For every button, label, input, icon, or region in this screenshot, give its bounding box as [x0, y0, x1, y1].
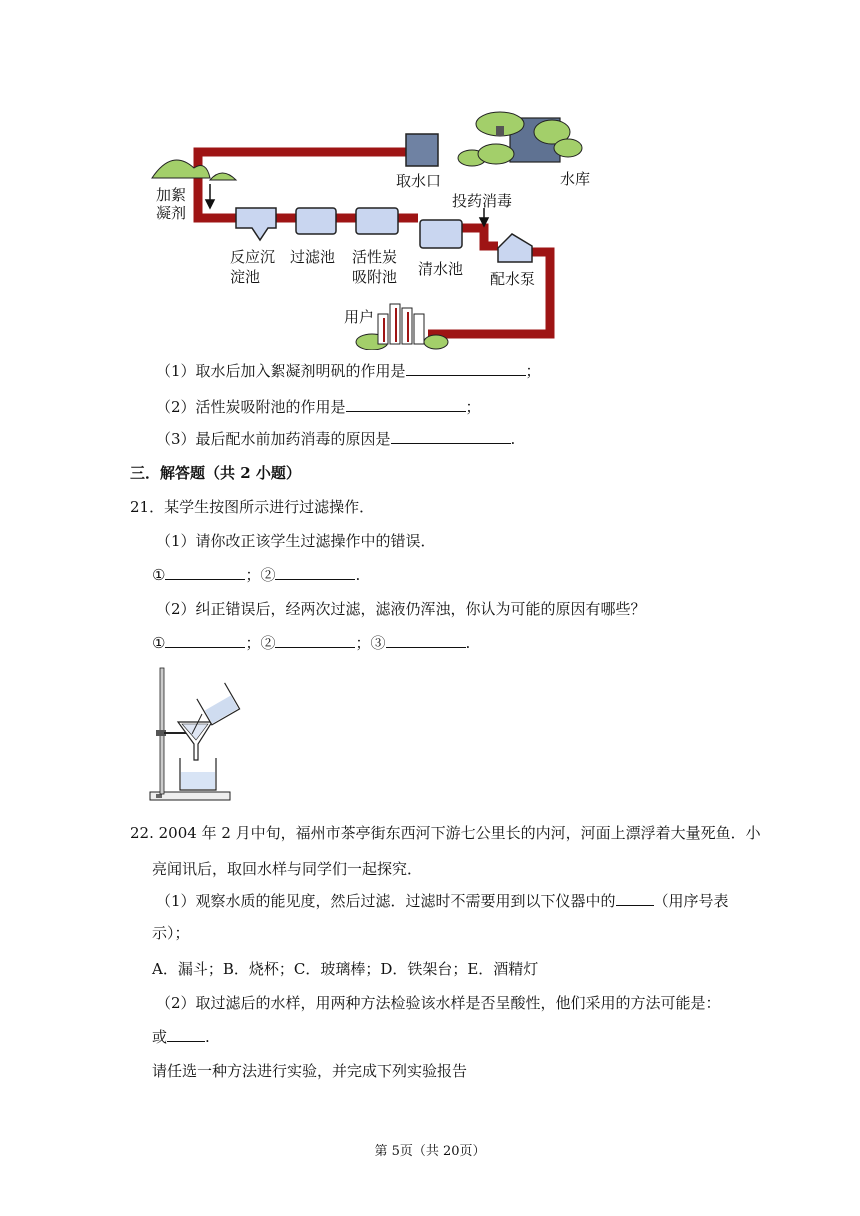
circled-number-3: ③ [370, 634, 386, 652]
page-footer: 第 5页（共 20页） [374, 1144, 486, 1159]
period: . [355, 566, 361, 584]
answer-blank[interactable] [167, 1027, 205, 1042]
q21-part2: （2）纠正错误后，经两次过滤，滤液仍浑浊，你认为可能的原因有哪些？ [156, 600, 646, 618]
separator: ； [355, 634, 371, 652]
q22-part2-or: 或 [152, 1028, 168, 1046]
q20-item-1-text: （1）取水后加入絮凝剂明矾的作用是 [156, 362, 406, 380]
label-dosing: 投药消毒 [452, 192, 513, 210]
label-carbon-1: 活性炭 [352, 248, 398, 266]
q21-part1-blanks [152, 564, 360, 585]
q20-item-2-text: （2）活性炭吸附池的作用是 [156, 398, 346, 416]
sedimentation-tank [236, 208, 276, 240]
q21-stem: 21．某学生按图所示进行过滤操作． [130, 498, 375, 516]
q20-item-3 [156, 428, 515, 449]
pipe [198, 152, 550, 334]
q22-options: A．漏斗；B．烧杯；C．玻璃棒；D．铁架台；E．酒精灯 [152, 960, 539, 978]
answer-blank[interactable] [346, 397, 466, 412]
q22-part2: （2）取过滤后的水样，用两种方法检验该水样是否呈酸性，他们采用的方法可能是： [156, 994, 721, 1012]
answer-blank[interactable] [616, 891, 654, 906]
answer-blank[interactable] [275, 633, 355, 648]
label-sedimentation-1: 反应沉 [230, 248, 276, 266]
q22-part2-cont [152, 1026, 210, 1047]
answer-blank[interactable] [386, 633, 466, 648]
clear-water-tank [420, 220, 462, 248]
label-user: 用户 [344, 308, 375, 326]
period: . [205, 1028, 210, 1046]
q22-part1-text: （1）观察水质的能见度，然后过滤．过滤时不需要用到以下仪器中的 [156, 892, 616, 910]
circled-number-2: ② [260, 634, 276, 652]
circled-number-1: ① [152, 566, 166, 584]
q22-part1-cont: 示）； [152, 924, 190, 942]
label-carbon-2: 吸附池 [352, 268, 398, 286]
label-filter: 过滤池 [290, 248, 336, 266]
label-coagulant-2: 凝剂 [156, 204, 187, 222]
label-clear: 清水池 [418, 260, 464, 278]
q20-item-3-end: . [510, 430, 516, 448]
q22-instruction: 请任选一种方法进行实验，并完成下列实验报告 [152, 1062, 468, 1080]
label-pump: 配水泵 [490, 270, 536, 288]
answer-blank[interactable] [406, 361, 526, 376]
label-intake: 取水口 [396, 172, 442, 190]
q20-item-2 [156, 396, 481, 417]
section-title: 三．解答题（共 2 小题） [130, 464, 301, 482]
water-treatment-diagram [140, 96, 610, 350]
dosing-arrow-icon [480, 208, 488, 226]
pump [498, 234, 532, 262]
q22-part1 [156, 890, 729, 911]
answer-blank[interactable] [165, 565, 245, 580]
carbon-tank [356, 208, 398, 234]
q20-item-2-end: ； [465, 398, 481, 416]
answer-blank[interactable] [391, 429, 511, 444]
q21-part2-blanks [152, 632, 470, 653]
label-reservoir: 水库 [560, 170, 591, 188]
label-sedimentation-2: 淀池 [230, 268, 261, 286]
intake-box [406, 134, 438, 166]
q22-line-2: 亮闻讯后，取回水样与同学们一起探究． [152, 860, 423, 878]
circled-number-2: ② [260, 566, 276, 584]
reservoir-illustration [458, 112, 582, 166]
label-coagulant-1: 加絮 [156, 186, 187, 204]
q20-item-1 [156, 360, 541, 381]
answer-blank[interactable] [275, 565, 355, 580]
separator: ； [245, 566, 261, 584]
down-arrow-icon [206, 184, 214, 208]
q22-part1-tail: （用序号表 [653, 892, 729, 910]
circled-number-1: ① [152, 634, 166, 652]
period: . [465, 634, 471, 652]
answer-blank[interactable] [165, 633, 245, 648]
q22-line-1: 22. 2004 年 2 月中旬，福州市茶亭街东西河下游七公里长的内河，河面上漂浮着大量死鱼．小 [130, 824, 761, 842]
q21-part1: （1）请你改正该学生过滤操作中的错误． [156, 532, 436, 550]
filtration-apparatus-illustration [146, 664, 242, 804]
filter-tank [296, 208, 336, 234]
q20-item-3-text: （3）最后配水前加药消毒的原因是 [156, 430, 391, 448]
q20-item-1-end: ； [525, 362, 541, 380]
separator: ； [245, 634, 261, 652]
